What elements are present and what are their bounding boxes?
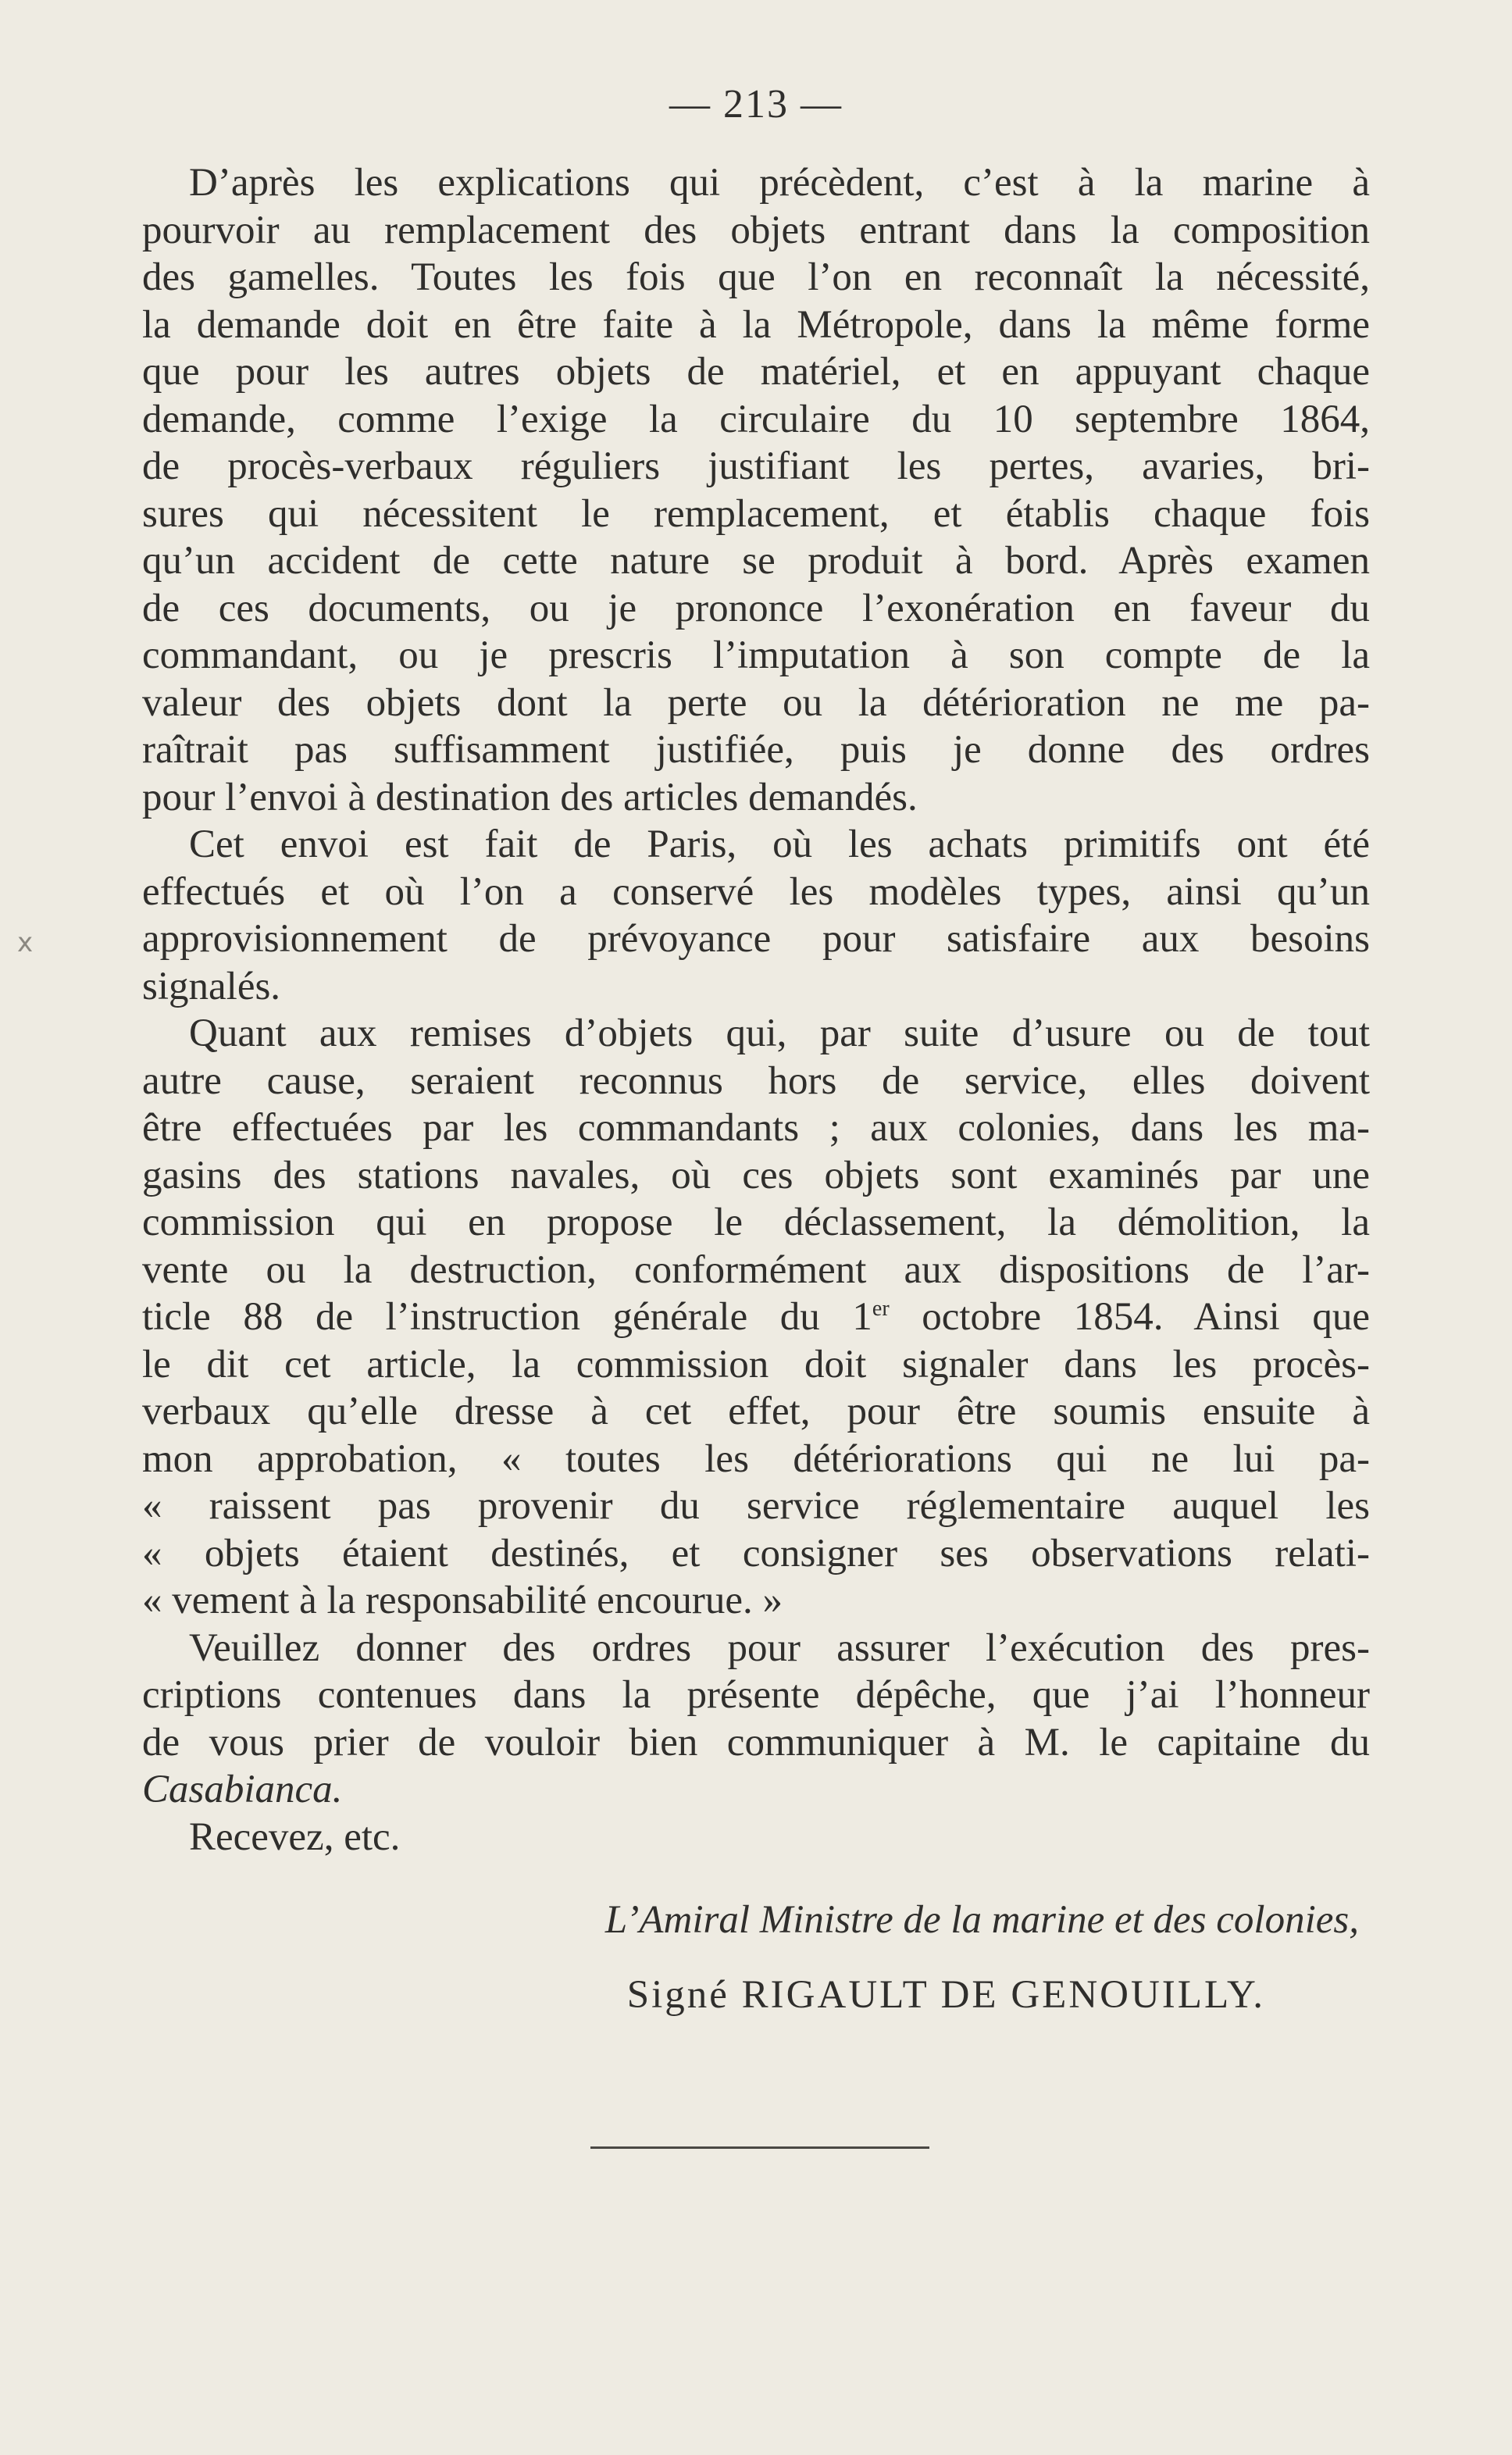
text-line: la demande doit en être faite à la Métropole, dans la même forme	[142, 302, 1370, 347]
text-line: « objets étaient destinés, et consigner ses observations relati-	[142, 1531, 1370, 1575]
paragraph-5	[142, 1814, 1370, 1861]
text-line: valeur des objets dont la perte ou la détérioration ne me pa-	[142, 680, 1370, 725]
text-line: gasins des stations navales, où ces objets sont examinés par une	[142, 1153, 1370, 1197]
paragraph-1	[142, 159, 1370, 821]
text-line: vente ou la destruction, conformément aux dispositions de l’ar-	[142, 1247, 1370, 1292]
text-line: criptions contenues dans la présente dépêche, que j’ai l’honneur	[142, 1673, 1370, 1717]
text-line: des gamelles. Toutes les fois que l’on en reconnaît la nécessité,	[142, 255, 1370, 299]
text-line: « vement à la responsabilité encourue. »	[142, 1579, 783, 1622]
text-line: approvisionnement de prévoyance pour satisfaire aux besoins	[142, 917, 1370, 961]
text-line: D’après les explications qui précèdent, c’est à la marine à	[189, 161, 1370, 205]
page-number: — 213 —	[669, 82, 843, 127]
text-line: de ces documents, ou je prononce l’exonération en faveur du	[142, 586, 1370, 630]
ship-name: Casabianca.	[142, 1768, 343, 1811]
closing-formula: Recevez, etc.	[189, 1814, 401, 1859]
text-line: commandant, ou je prescris l’imputation à son compte de la	[142, 633, 1370, 677]
text-line: Quant aux remises d’objets qui, par suite d’usure ou de tout	[189, 1012, 1370, 1055]
text-line: sures qui nécessitent le remplacement, et établis chaque fois	[142, 491, 1370, 536]
margin-mark: x	[17, 927, 34, 958]
text-line: le dit cet article, la commission doit signaler dans les procès-	[142, 1342, 1370, 1386]
text-line: Veuillez donner des ordres pour assurer l’exécution des pres-	[189, 1625, 1370, 1670]
text-line-with-ordinal	[142, 1294, 1370, 1341]
text-line: Cet envoi est fait de Paris, où les achats primitifs ont été	[189, 822, 1370, 866]
text-segment: ticle 88 de l’instruction générale du 1	[142, 1295, 872, 1339]
text-line: demande, comme l’exige la circulaire du 10 septembre 1864,	[142, 397, 1370, 441]
text-line: de procès-verbaux réguliers justifiant les pertes, avaries, bri-	[142, 444, 1370, 488]
text-line: effectués et où l’on a conservé les modèles types, ainsi qu’un	[142, 869, 1370, 914]
paragraph-3	[142, 1010, 1370, 1625]
text-line: être effectuées par les commandants ; aux colonies, dans les ma-	[142, 1106, 1370, 1150]
text-line: signalés.	[142, 964, 281, 1008]
paragraph-4	[142, 1625, 1370, 1814]
text-line: verbaux qu’elle dresse à cet effet, pour être soumis ensuite à	[142, 1390, 1370, 1433]
ordinal-superscript: er	[872, 1297, 890, 1321]
text-line: qu’un accident de cette nature se produit à bord. Après examen	[142, 539, 1370, 583]
text-line: raîtrait pas suffisamment justifiée, puis je donne des ordres	[142, 728, 1370, 772]
text-line: commission qui en propose le déclassement, la démolition, la	[142, 1201, 1370, 1244]
paragraph-2	[142, 821, 1370, 1010]
signature-name: Signé RIGAULT DE GENOUILLY.	[626, 1973, 1265, 2017]
body-text	[142, 159, 1370, 1861]
text-line: « raissent pas provenir du service réglementaire auquel les	[142, 1484, 1370, 1528]
text-segment: octobre 1854. Ainsi que	[889, 1295, 1370, 1339]
signature-title: L’Amiral Ministre de la marine et des colonies,	[604, 1898, 1359, 1942]
text-line: de vous prier de vouloir bien communiquer à M. le capitaine du	[142, 1720, 1370, 1765]
text-line: pourvoir au remplacement des objets entrant dans la composition	[142, 208, 1370, 252]
text-line: autre cause, seraient reconnus hors de service, elles doivent	[142, 1058, 1370, 1103]
text-line: que pour les autres objets de matériel, et en appuyant chaque	[142, 350, 1370, 394]
text-line: mon approbation, « toutes les détériorations qui ne lui pa-	[142, 1436, 1370, 1481]
text-line: pour l’envoi à destination des articles demandés.	[142, 775, 918, 819]
end-rule	[590, 2146, 929, 2149]
